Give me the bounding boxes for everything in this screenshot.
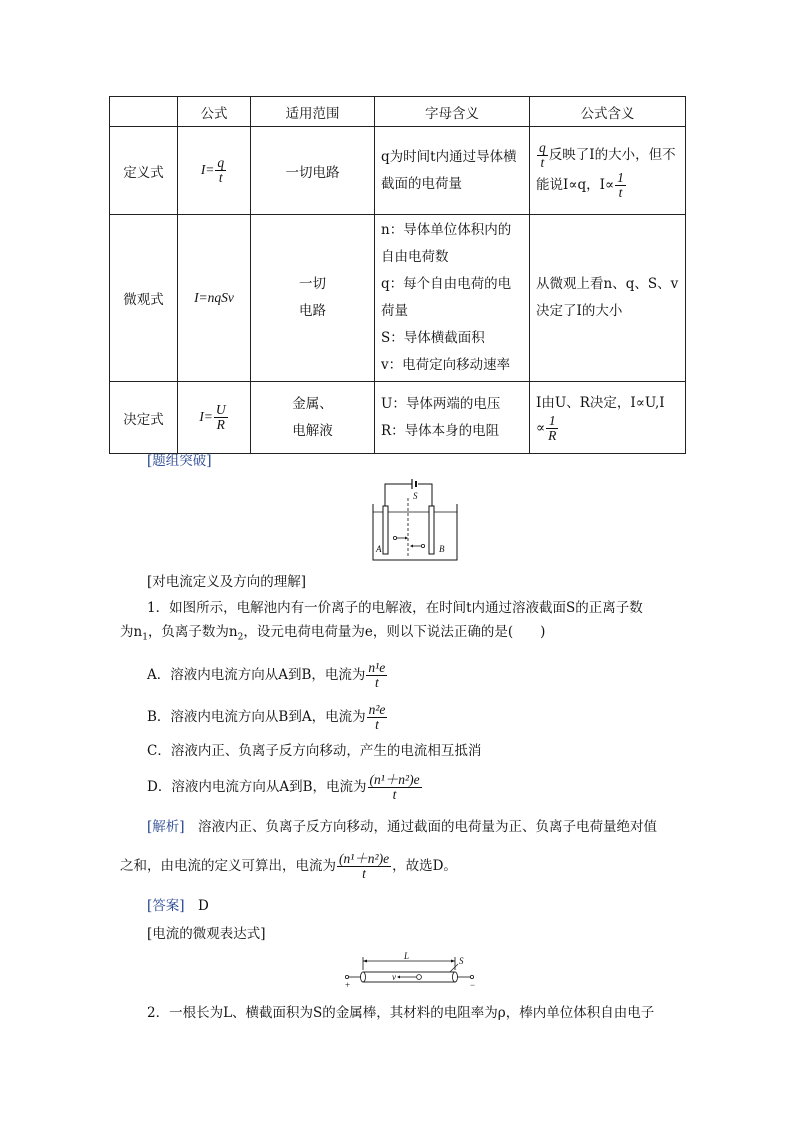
scope-cell: 一切 电路 [251, 215, 375, 382]
table-row [110, 382, 686, 454]
meaning-cell: 从微观上看n、q、S、v 决定了I的大小 [530, 215, 686, 382]
meaning-cell: I由U、R决定，I∝U,I ∝ $\frac{1}{R}$ [530, 382, 686, 454]
letters-cell: q为时间t内通过导体横截面的电荷量 [375, 127, 530, 215]
formula-cell: I= $\frac{q}{t}$ [178, 127, 251, 215]
q2-stem: 2．一根长为L、横截面积为S的金属棒，其材料的电阻率为ρ，棒内单位体积自由电子 [147, 1005, 655, 1021]
meaning-cell: $\frac{q}{t}$ 反映了I的大小，但不 能说I∝q，I∝ $\frac{1}{t}$ [530, 127, 686, 215]
q1-topic: [对电流定义及方向的理解] [147, 574, 307, 590]
table-header-cell: 字母含义 [375, 97, 530, 127]
scope-cell: 一切电路 [251, 127, 375, 215]
formula-cell: I=nqSv [178, 215, 251, 382]
table-row [110, 127, 686, 215]
scope-cell: 金属、 电解液 [251, 382, 375, 454]
table-header-cell: 适用范围 [251, 97, 375, 127]
electrolytic-cell-figure [370, 476, 460, 562]
table-header-cell [110, 97, 178, 127]
row-name: 决定式 [110, 382, 178, 454]
table-header-cell: 公式含义 [530, 97, 686, 127]
row-name: 定义式 [110, 127, 178, 215]
section-tag: [题组突破] [147, 453, 212, 469]
q1-analysis-line2: 之和，由电流的定义可算出，电流为 $\frac{\text{(n¹＋n²)e}}{t}$ ，故选D。 [120, 851, 457, 882]
metal-rod-figure [340, 950, 480, 990]
q1-option-a[interactable]: A．溶液内电流方向从A到B，电流为 $\frac{\text{n¹e}}{t}$ [147, 660, 386, 691]
q1-option-b[interactable]: B．溶液内电流方向从B到A，电流为 $\frac{\text{n²e}}{t}$ [147, 702, 386, 733]
fig1-label-b: B [439, 544, 445, 554]
q2-topic: [电流的微观表达式] [147, 926, 266, 942]
table-header-row [110, 97, 686, 127]
fig1-label-s: S [413, 491, 418, 501]
formula-cell: I= $\frac{U}{R}$ [178, 382, 251, 454]
fig2-label-l: L [404, 951, 410, 961]
q1-stem: 1．如图所示，电解池内有一价离子的电解液，在时间t内通过溶液截面S的正离子数 为$n_1$，负离子数为$n_2$，设元电荷电荷量为e，则以下说法正确的是( ) [120, 600, 643, 643]
q1-option-c[interactable]: C．溶液内正、负离子反方向移动，产生的电流相互抵消 [147, 743, 482, 759]
fig2-label-s: S [459, 956, 464, 966]
answer-tag: [答案] [147, 898, 185, 914]
table-row [110, 215, 686, 382]
fig1-label-a: A [376, 544, 382, 554]
letters-cell: U：导体两端的电压 R：导体本身的电阻 [375, 382, 530, 454]
current-formula-table [109, 96, 686, 454]
row-name: 微观式 [110, 215, 178, 382]
q1-answer: [答案] D [147, 898, 209, 914]
q1-analysis-line1: [解析] 溶液内正、负离子反方向移动，通过截面的电荷量为正、负离子电荷量绝对值 [147, 819, 658, 835]
svg-text:+: + [345, 980, 351, 990]
svg-text:−: − [470, 980, 476, 990]
letters-cell: n：导体单位体积内的 自由电荷数 q：每个自由电荷的电 荷量 S：导体横截面积 v：电荷定向移动速率 [375, 215, 530, 382]
analysis-tag: [解析] [147, 819, 185, 835]
q1-option-d[interactable]: D．溶液内电流方向从A到B，电流为 $\frac{\text{(n¹＋n²)e}}{t}$ [147, 772, 420, 803]
table-header-cell: 公式 [178, 97, 251, 127]
fig2-label-v: v [392, 972, 396, 982]
